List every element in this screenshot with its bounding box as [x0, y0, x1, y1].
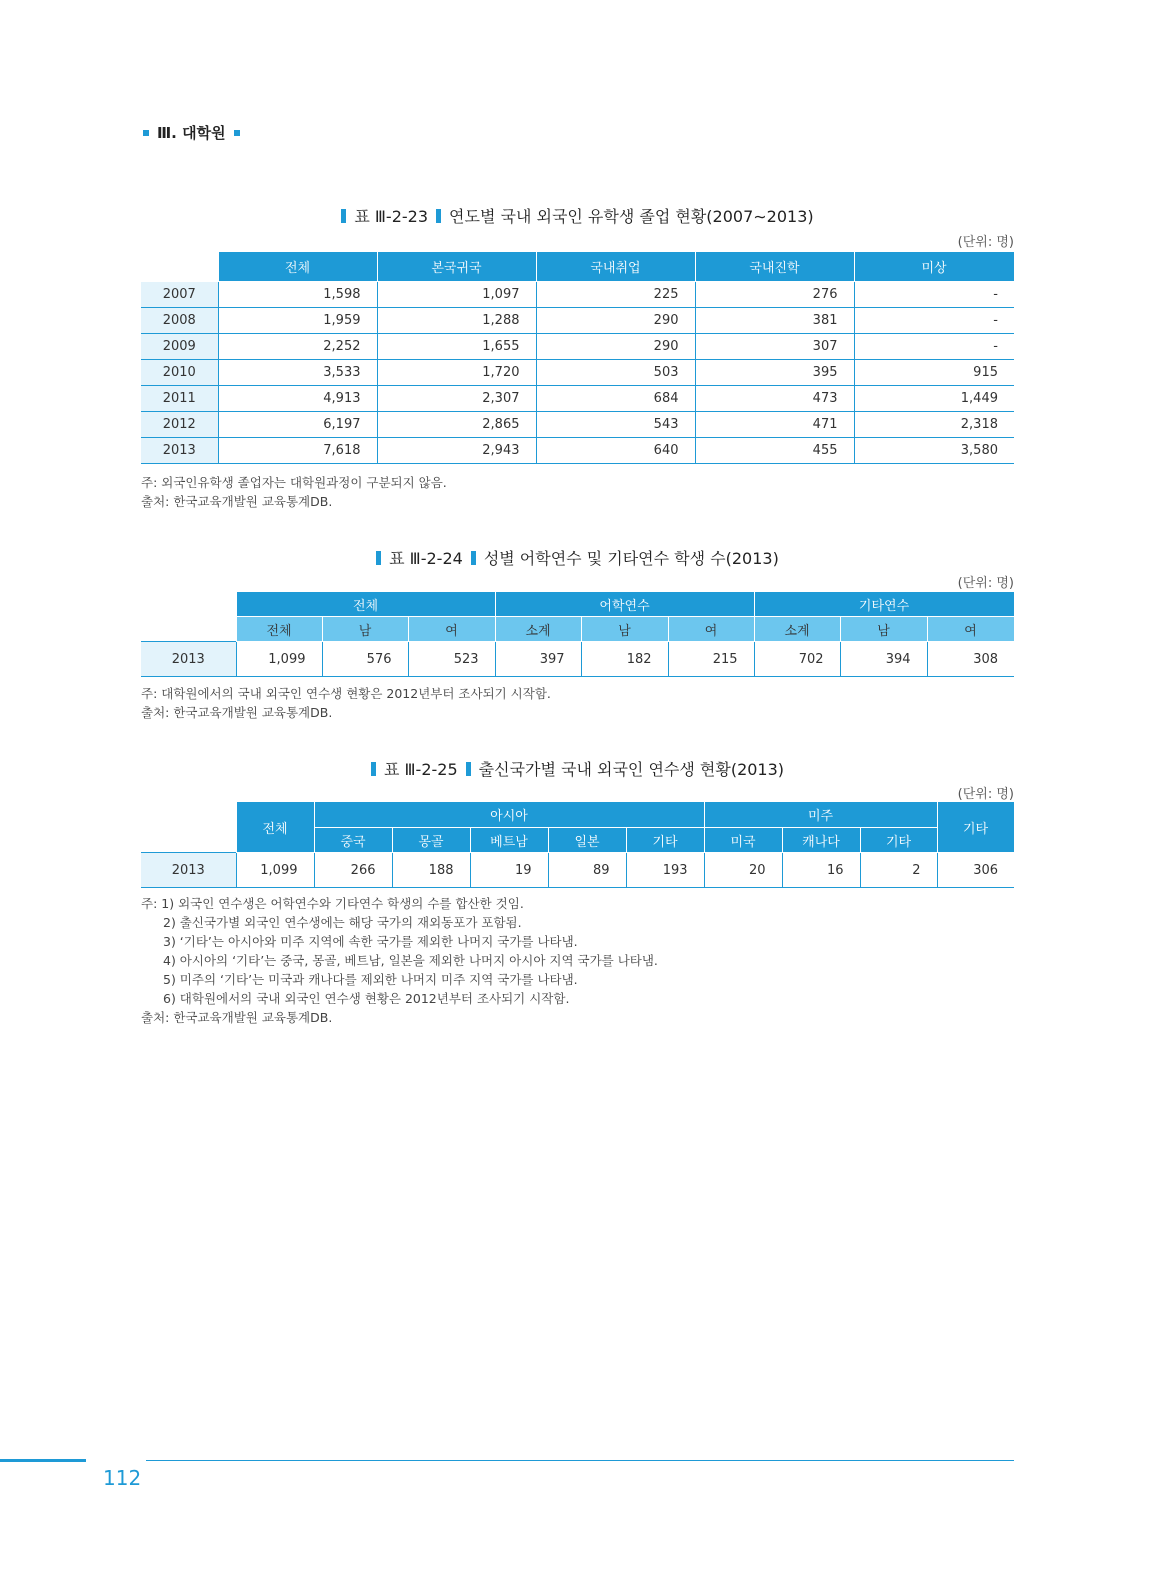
- table-cell: 684: [536, 386, 695, 412]
- table-cell: 276: [695, 282, 854, 308]
- table3: [141, 801, 1015, 888]
- table-cell: 1,288: [377, 308, 536, 334]
- table-cell: 640: [536, 438, 695, 464]
- table-corner: [141, 617, 236, 642]
- row-label: 2011: [141, 386, 218, 412]
- table-cell: 455: [695, 438, 854, 464]
- table-cell: 1,720: [377, 360, 536, 386]
- table-cell: 182: [581, 642, 668, 677]
- table-cell: 1,099: [236, 642, 322, 677]
- table2-subheader: 전체: [236, 617, 322, 642]
- table-row: [141, 308, 1014, 334]
- table-cell: 397: [495, 642, 581, 677]
- table3-other-header: 기타: [937, 802, 1014, 853]
- table-cell: 2: [860, 853, 937, 888]
- row-label: 2009: [141, 334, 218, 360]
- table3-unit: (단위: 명): [957, 787, 1014, 802]
- bullet-square-icon: [143, 130, 149, 136]
- table-cell: 306: [937, 853, 1014, 888]
- table-cell: 3,580: [854, 438, 1014, 464]
- table-cell: 395: [695, 360, 854, 386]
- table-cell: 266: [314, 853, 392, 888]
- table-cell: 19: [470, 853, 548, 888]
- caption-bar-icon: [436, 209, 441, 223]
- table1-caption-title: 연도별 국내 외국인 유학생 졸업 현황(2007∼2013): [449, 207, 814, 226]
- source-line: 출처: 한국교육개발원 교육통계DB.: [141, 705, 333, 720]
- table-row: [141, 438, 1014, 464]
- note-line: 2) 출신국가별 외국인 연수생에는 해당 국가의 재외동포가 포함됨.: [163, 915, 522, 930]
- note-line: 5) 미주의 ‘기타’는 미국과 캐나다를 제외한 나머지 미주 지역 국가를 나타냄.: [163, 972, 578, 987]
- table-cell: 308: [927, 642, 1014, 677]
- table2: [141, 591, 1015, 677]
- table2-notes: [141, 684, 551, 722]
- table2-group-row: [141, 592, 1014, 617]
- caption-bar-icon: [341, 209, 346, 223]
- note-line: 4) 아시아의 ‘기타’는 중국, 몽골, 베트남, 일본을 제외한 나머지 아시아 지역 국가를 나타냄.: [163, 953, 658, 968]
- table1-header: 국내진학: [695, 252, 854, 282]
- table-cell: 576: [322, 642, 408, 677]
- table-cell: 1,959: [218, 308, 377, 334]
- table3-subheader: 중국: [314, 828, 392, 853]
- table2-subheader: 여: [668, 617, 754, 642]
- table2-subheader: 소계: [754, 617, 840, 642]
- table2-subheader: 남: [322, 617, 408, 642]
- page-number: 112: [103, 1466, 142, 1490]
- source-line: 출처: 한국교육개발원 교육통계DB.: [141, 1010, 333, 1025]
- table2-subheader: 소계: [495, 617, 581, 642]
- table-cell: 89: [548, 853, 626, 888]
- table-cell: 2,307: [377, 386, 536, 412]
- table2-caption-title: 성별 어학연수 및 기타연수 학생 수(2013): [483, 549, 779, 568]
- table-cell: 2,318: [854, 412, 1014, 438]
- table1-header-row: [141, 252, 1014, 282]
- table-corner: [141, 802, 236, 853]
- table3-group-header: 아시아: [314, 802, 704, 828]
- table-cell: 471: [695, 412, 854, 438]
- table2-subheader: 남: [581, 617, 668, 642]
- table2-caption: [141, 546, 1014, 569]
- note-line: 6) 대학원에서의 국내 외국인 연수생 현황은 2012년부터 조사되기 시작함.: [163, 991, 570, 1006]
- table-cell: 702: [754, 642, 840, 677]
- table-cell: 290: [536, 308, 695, 334]
- table3-total-header: 전체: [236, 802, 314, 853]
- table-cell: 215: [668, 642, 754, 677]
- table3-group-header: 미주: [704, 802, 937, 828]
- section-header: [143, 122, 240, 143]
- table3-subheader: 몽골: [392, 828, 470, 853]
- note-line: 3) ‘기타’는 아시아와 미주 지역에 속한 국가를 제외한 나머지 국가를 나타냄.: [163, 934, 578, 949]
- table3-subheader: 기타: [626, 828, 704, 853]
- table2-sub-row: [141, 617, 1014, 642]
- table3-subheader: 미국: [704, 828, 782, 853]
- table-cell: 2,943: [377, 438, 536, 464]
- table3-group-row: [141, 802, 1014, 828]
- table1-header: 본국귀국: [377, 252, 536, 282]
- table-cell: 543: [536, 412, 695, 438]
- table1: [141, 251, 1015, 464]
- row-label: 2013: [141, 642, 236, 677]
- table-row: [141, 412, 1014, 438]
- bullet-square-icon: [234, 130, 240, 136]
- table1-header: 국내취업: [536, 252, 695, 282]
- table3-subheader: 캐나다: [782, 828, 860, 853]
- table3-caption: [141, 757, 1014, 780]
- table-cell: 1,097: [377, 282, 536, 308]
- row-label: 2012: [141, 412, 218, 438]
- table-cell: 2,865: [377, 412, 536, 438]
- table-cell: 193: [626, 853, 704, 888]
- source-line: 출처: 한국교육개발원 교육통계DB.: [141, 494, 333, 509]
- table3-subheader: 일본: [548, 828, 626, 853]
- note-line: 주: 1) 외국인 연수생은 어학연수와 기타연수 학생의 수를 합산한 것임.: [141, 896, 524, 911]
- table1-caption: [141, 204, 1014, 227]
- table-corner: [141, 252, 218, 282]
- row-label: 2008: [141, 308, 218, 334]
- caption-bar-icon: [376, 551, 381, 565]
- row-label: 2013: [141, 438, 218, 464]
- table-cell: 290: [536, 334, 695, 360]
- table3-subheader: 베트남: [470, 828, 548, 853]
- table2-unit: (단위: 명): [957, 576, 1014, 591]
- row-label: 2007: [141, 282, 218, 308]
- table-cell: 4,913: [218, 386, 377, 412]
- table-cell: 1,099: [236, 853, 314, 888]
- table1-header: 미상: [854, 252, 1014, 282]
- table3-caption-prefix: 표 Ⅲ-2-25: [383, 760, 458, 779]
- row-label: 2013: [141, 853, 236, 888]
- table-cell: 381: [695, 308, 854, 334]
- table-cell: 1,449: [854, 386, 1014, 412]
- table-cell: 1,598: [218, 282, 377, 308]
- caption-bar-icon: [471, 551, 476, 565]
- table-cell: 20: [704, 853, 782, 888]
- table-row: [141, 334, 1014, 360]
- table2-subheader: 여: [408, 617, 495, 642]
- table-cell: 6,197: [218, 412, 377, 438]
- table2-caption-prefix: 표 Ⅲ-2-24: [389, 549, 463, 568]
- table-row: [141, 360, 1014, 386]
- table-cell: 503: [536, 360, 695, 386]
- table2-group-header: 어학연수: [495, 592, 754, 617]
- table-cell: 394: [840, 642, 927, 677]
- table-row: [141, 853, 1014, 888]
- table-cell: -: [854, 308, 1014, 334]
- table-cell: 7,618: [218, 438, 377, 464]
- table1-unit: (단위: 명): [957, 235, 1014, 250]
- table-cell: 523: [408, 642, 495, 677]
- table-row: [141, 282, 1014, 308]
- table-row: [141, 642, 1014, 677]
- table2-group-header: 기타연수: [754, 592, 1014, 617]
- table-cell: 188: [392, 853, 470, 888]
- table-cell: 2,252: [218, 334, 377, 360]
- table-row: [141, 386, 1014, 412]
- section-title: Ⅲ. 대학원: [157, 124, 226, 142]
- table-cell: -: [854, 334, 1014, 360]
- caption-bar-icon: [371, 762, 376, 776]
- table-corner: [141, 592, 236, 617]
- footer-line: [146, 1460, 1014, 1461]
- caption-bar-icon: [466, 762, 471, 776]
- table-cell: 225: [536, 282, 695, 308]
- table3-caption-title: 출신국가별 국내 외국인 연수생 현황(2013): [478, 760, 785, 779]
- table1-header: 전체: [218, 252, 377, 282]
- table-cell: 473: [695, 386, 854, 412]
- table-cell: 16: [782, 853, 860, 888]
- table3-notes: [141, 894, 658, 1027]
- table2-group-header: 전체: [236, 592, 495, 617]
- note-line: 주: 대학원에서의 국내 외국인 연수생 현황은 2012년부터 조사되기 시작함.: [141, 686, 551, 701]
- footer-line-left: [0, 1459, 86, 1462]
- row-label: 2010: [141, 360, 218, 386]
- note-line: 주: 외국인유학생 졸업자는 대학원과정이 구분되지 않음.: [141, 475, 447, 490]
- table3-subheader: 기타: [860, 828, 937, 853]
- table1-notes: [141, 473, 447, 511]
- table-cell: -: [854, 282, 1014, 308]
- table2-subheader: 남: [840, 617, 927, 642]
- table-cell: 915: [854, 360, 1014, 386]
- table-cell: 307: [695, 334, 854, 360]
- table1-caption-prefix: 표 Ⅲ-2-23: [354, 207, 429, 226]
- table2-subheader: 여: [927, 617, 1014, 642]
- table-cell: 3,533: [218, 360, 377, 386]
- table-cell: 1,655: [377, 334, 536, 360]
